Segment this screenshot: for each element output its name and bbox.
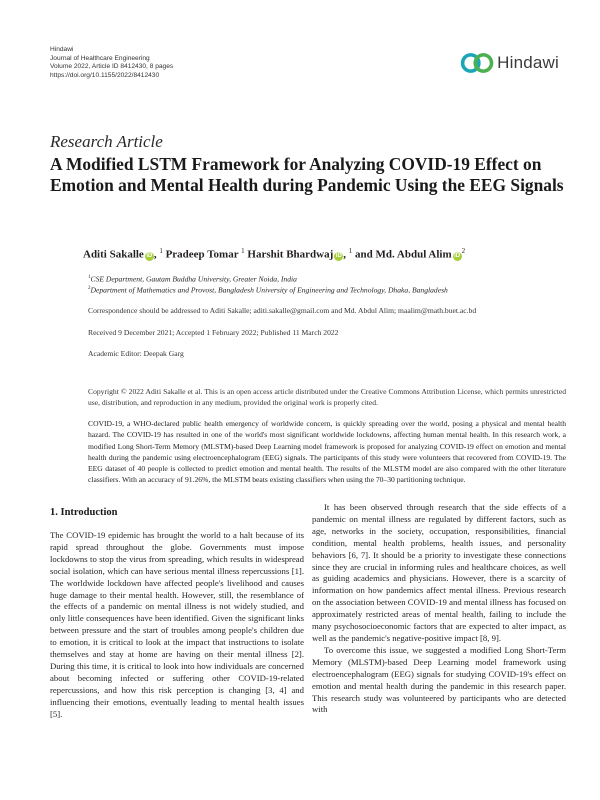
- doi-link[interactable]: https://doi.org/10.1155/2022/8412430: [50, 71, 160, 79]
- article-type: Research Article: [50, 132, 163, 151]
- hindawi-logo-icon: [459, 51, 495, 75]
- publication-dates: Received 9 December 2021; Accepted 1 February 2022; Published 11 March 2022: [88, 328, 339, 337]
- volume-line: Volume 2022, Article ID 8412430, 8 pages: [50, 63, 174, 71]
- author-name: and Md. Abdul Alim: [355, 248, 452, 261]
- affiliation-2: $^2$Department of Mathematics and Provost, Bangladesh University of Engineering and Technology, Dhaka, Bangladesh: [88, 285, 448, 295]
- paragraph: It has been observed through research that the side effects of a pandemic on mental illness are regulated by different factors, such as age, networks in the society, occupation, responsibilities, financial condition, mental health problems, health issues, and personality behaviors [6, 7]. It should be a priority to investigate these connections since they are crucial in informing rules and healthcare choices, as well as guiding academics and physicians. However, there is a scarcity of information on how pandemics affect mental illness. Previous research on the association between COVID-19 and mental illness has focused on approximately restricted areas of mental health, failing to include the many psychosocioeconomic factors that are expected to alter impact, as well as the pandemic's negative-positive impact [8, 9].: [312, 502, 566, 643]
- section-heading: 1. Introduction: [50, 507, 118, 518]
- academic-editor: Academic Editor: Deepak Garg: [88, 349, 184, 358]
- page-title: A Modified LSTM Framework for Analyzing COVID-19 Effect on Emotion and Mental Health during Pandemic Using the EEG Signals: [50, 154, 564, 195]
- publisher-name: Hindawi: [50, 46, 74, 53]
- body-column-right: [312, 502, 566, 716]
- orcid-icon[interactable]: iD: [146, 252, 153, 259]
- copyright-notice: Copyright © 2022 Aditi Sakalle et al. This is an open access article distributed under the Creative Commons Attribution License, which permits unrestricted use, distribution, and reproduction in any medium, provided the original work is properly cited.: [88, 387, 566, 408]
- journal-name: Journal of Healthcare Engineering: [50, 54, 150, 62]
- affiliation-1: $^1$CSE Department, Gautam Buddha University, Greater Noida, India: [88, 274, 297, 284]
- author-name: Pradeep Tomar: [165, 248, 239, 261]
- author-name: Harshit Bhardwaj: [247, 248, 334, 261]
- paragraph: The COVID-19 epidemic has brought the world to a halt because of its rapid spread throughout the globe. Governments must impose lockdowns to stop the virus from spreading, which results in widespread social isolation, which can have serious mental illness repercussions [1]. The worldwide lockdown have affected people's livelihood and causes huge damage to their mental health. However, still, the resemblance of the effects of a pandemic on mental illness is not widely studied, and only little consequences have been identified. Given the significant links between pressure and the start of troubles among people's children due to emotion, it is critical to look at the impact that instructions to isolate themselves and stay at home are having on their mental illness [2]. During this time, it is critical to look into how individuals are concerned about becoming infected or suffering other COVID-19-related repercussions, and how this risk perception is changing [3, 4] and influencing their emotions, eventually leading to mental health issues [5].: [50, 530, 304, 719]
- hindawi-logo-text: Hindawi: [497, 53, 559, 72]
- orcid-icon[interactable]: iD: [335, 252, 342, 259]
- body-column-left: [50, 530, 304, 721]
- correspondence: Correspondence should be addressed to Aditi Sakalle; aditi.sakalle@gmail.com and Md. Abdul Alim; maalim@math.buet.ac.bd: [88, 306, 477, 315]
- journal-info: [50, 46, 173, 80]
- author-list: Aditi Sakalle iD , $^1$ Pradeep Tomar $^1$ Harshit Bhardwaj iD , $^1$ and Md. Abdul Alim $iD^2$: [83, 247, 466, 261]
- paragraph: To overcome this issue, we suggested a modified Long Short-Term Memory (MLSTM)-based Deep Learning model framework using electroencephalogram (EEG) signals for studying COVID-19's effect on emotion and mental health during the pandemic in this research paper. This research study was volunteered by participants who are detected with: [312, 644, 566, 715]
- abstract: COVID-19, a WHO-declared public health emergency of worldwide concern, is quickly spreading over the world, posing a physical and mental health hazard. The COVID-19 has resulted in one of the world's most significant worldwide lockdowns, affecting human mental health. In this research work, a modified Long Short-Term Memory (MLSTM)-based Deep Learning model framework is proposed for analyzing COVID-19 effect on emotion and mental health during the pandemic using electroencephalogram (EEG) signals. The participants of this study were volunteers that recovered from COVID-19. The EEG dataset of 40 people is collected to predict emotion and mental health. The results of the MLSTM model are also compared with the other literature classifiers. With an accuracy of 91.26%, the MLSTM beats existing classifiers when using the 70–30 partitioning technique.: [88, 419, 566, 485]
- hindawi-logo: [459, 46, 559, 80]
- author-name: Aditi Sakalle: [83, 248, 144, 261]
- orcid-icon[interactable]: iD: [454, 252, 461, 259]
